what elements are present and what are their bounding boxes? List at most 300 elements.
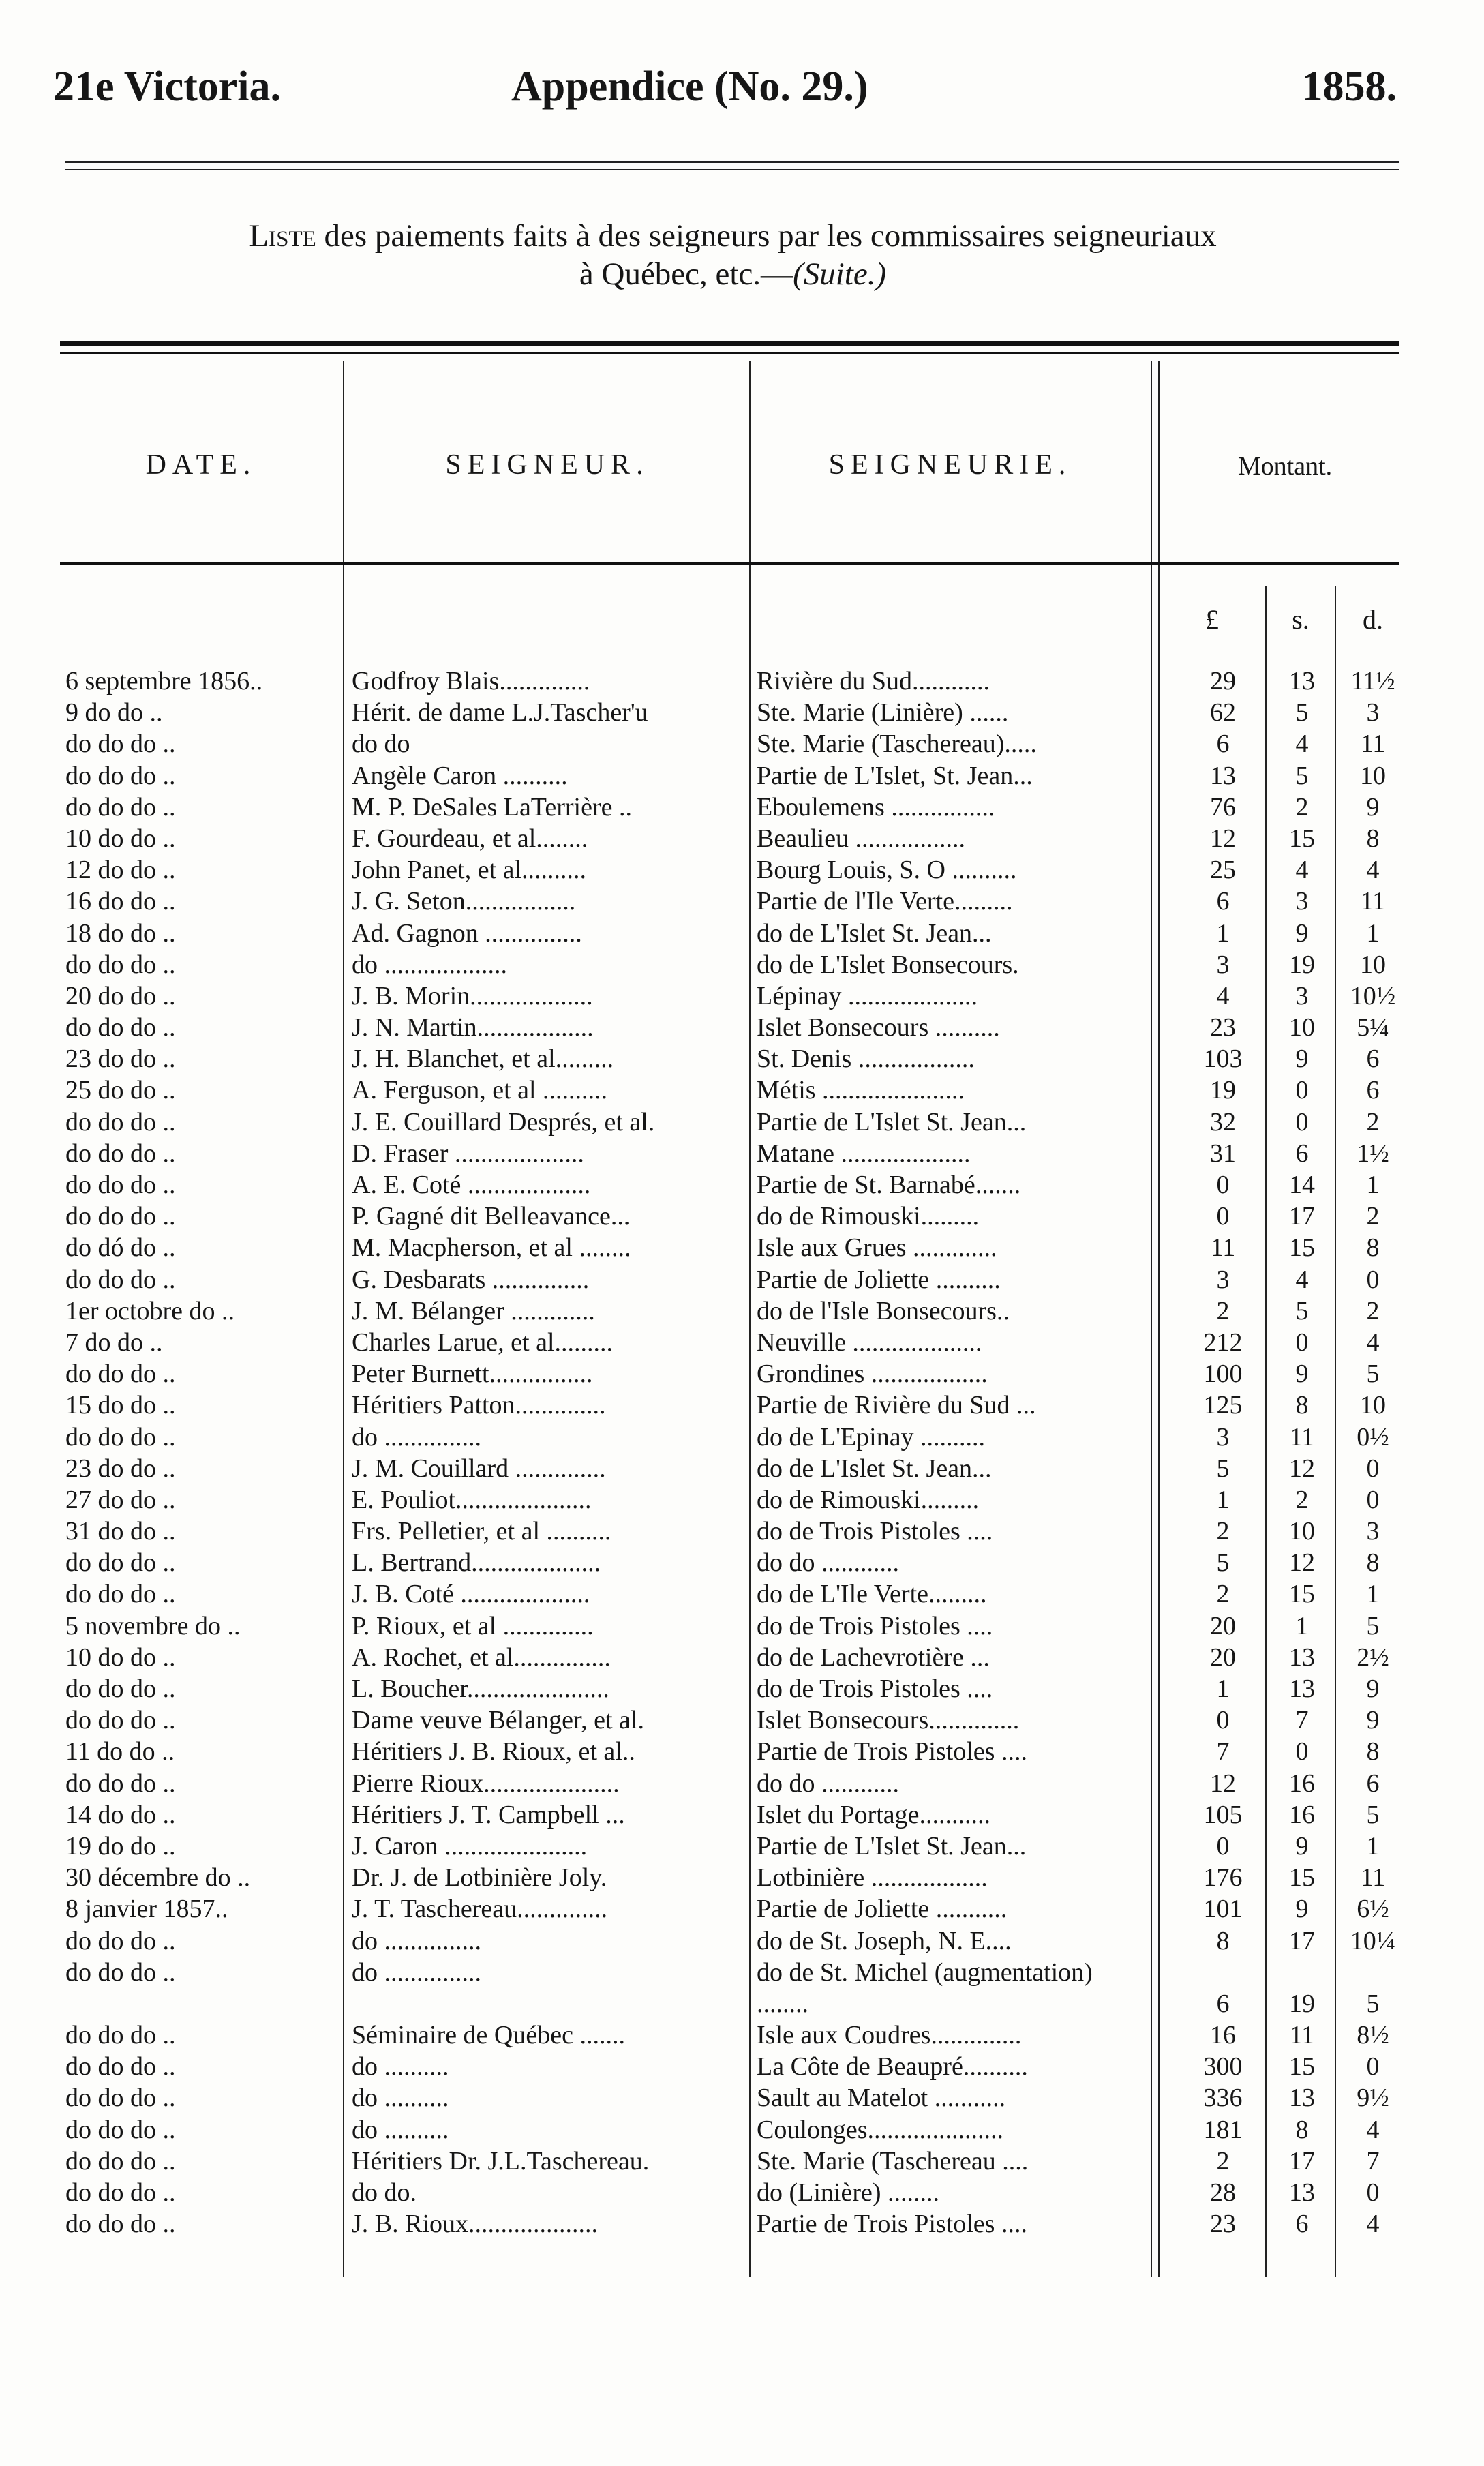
- cell-shillings: 9: [1295, 1044, 1309, 1074]
- cell-shillings: 9: [1295, 1359, 1309, 1389]
- table-row: [0, 792, 1484, 823]
- cell-seigneur: Dr. J. de Lotbinière Joly.: [352, 1863, 607, 1893]
- cell-pence: 10: [1360, 1391, 1386, 1420]
- cell-shillings: 9: [1295, 918, 1309, 948]
- table-row: [0, 728, 1484, 760]
- cell-date: 5 novembre do ..: [65, 1611, 241, 1640]
- cell-date: 1er octobre do ..: [65, 1296, 234, 1325]
- cell-pence: 5: [1366, 1800, 1380, 1829]
- cell-seigneurie: do de L'Islet St. Jean...: [757, 1454, 992, 1483]
- cell-seigneur: A. E. Coté ...................: [352, 1171, 591, 1199]
- cell-date: do do do ..: [65, 1139, 176, 1168]
- cell-pence: 0: [1366, 1265, 1380, 1294]
- table-row: [0, 1389, 1484, 1421]
- cell-pounds: 6: [1216, 1989, 1230, 2018]
- cell-pence: 5¼: [1357, 1013, 1389, 1042]
- cell-pence: 8½: [1357, 2021, 1389, 2050]
- cell-pounds: 176: [1203, 1863, 1243, 1893]
- cell-date: 9 do do ..: [65, 698, 163, 727]
- cell-seigneur: J. B. Morin...................: [352, 981, 593, 1010]
- table-row: [0, 1264, 1484, 1295]
- cell-pence: 1: [1366, 1831, 1380, 1861]
- cell-pounds: 62: [1210, 698, 1236, 727]
- cell-seigneur: do ..........: [352, 2115, 449, 2144]
- table-row: [0, 1673, 1484, 1704]
- cell-pounds: 0: [1216, 1171, 1230, 1199]
- cell-pence: 8: [1366, 1737, 1380, 1766]
- cell-shillings: 15: [1289, 1863, 1315, 1893]
- cell-seigneur: John Panet, et al..........: [352, 856, 587, 885]
- cell-date: do do do ..: [65, 1674, 176, 1703]
- cell-date: 10 do do ..: [65, 1642, 176, 1672]
- cell-pounds: 23: [1210, 2210, 1236, 2239]
- cell-shillings: 4: [1295, 856, 1309, 885]
- cell-date: 12 do do ..: [65, 856, 176, 885]
- cell-pence: 11: [1360, 887, 1386, 916]
- cell-seigneurie: Partie de L'Islet St. Jean...: [757, 1831, 1027, 1861]
- cell-date: do do do ..: [65, 1422, 176, 1452]
- cell-date: do dó do ..: [65, 1233, 176, 1263]
- cell-seigneurie: do de Trois Pistoles ....: [757, 1674, 993, 1703]
- cell-shillings: 12: [1289, 1548, 1315, 1578]
- cell-pence: 3: [1366, 698, 1380, 727]
- cell-pounds: 20: [1210, 1642, 1236, 1672]
- header-left: 21e Victoria.: [53, 63, 282, 110]
- cell-pence: 6½: [1357, 1895, 1389, 1924]
- cell-seigneurie: St. Denis ..................: [757, 1044, 975, 1074]
- table-row: [0, 1610, 1484, 1642]
- cell-shillings: 16: [1289, 1800, 1315, 1829]
- cell-seigneurie: Matane ....................: [757, 1139, 971, 1168]
- cell-seigneurie: Partie de Joliette ..........: [757, 1265, 1001, 1294]
- cell-seigneurie: do (Linière) ........: [757, 2178, 940, 2208]
- unit-pence: d.: [1363, 604, 1383, 635]
- cell-date: do do do ..: [65, 2178, 176, 2208]
- cell-seigneurie: Partie de L'Islet, St. Jean...: [757, 761, 1033, 790]
- cell-seigneurie: Grondines ..................: [757, 1359, 988, 1389]
- table-row: [0, 1862, 1484, 1893]
- cell-seigneur: Pierre Rioux.....................: [352, 1769, 620, 1798]
- cell-shillings: 13: [1289, 2178, 1315, 2208]
- cell-date: 11 do do ..: [65, 1737, 175, 1766]
- cell-seigneurie: Ste. Marie (Taschereau).....: [757, 730, 1037, 759]
- cell-pounds: 28: [1210, 2178, 1236, 2208]
- header-right: 1858.: [1301, 63, 1397, 110]
- cell-shillings: 8: [1295, 1391, 1309, 1420]
- cell-seigneur: Frs. Pelletier, et al ..........: [352, 1517, 611, 1546]
- table-row: [0, 1074, 1484, 1106]
- cell-seigneur: Héritiers Dr. J.L.Taschereau.: [352, 2146, 650, 2176]
- cell-pence: 4: [1366, 2115, 1380, 2144]
- table-top-rule: [60, 341, 1399, 346]
- table-row: [0, 665, 1484, 697]
- cell-pence: 10½: [1350, 981, 1396, 1010]
- cell-pence: 1: [1366, 1171, 1380, 1199]
- cell-pounds: 76: [1210, 792, 1236, 822]
- table-row: [0, 1642, 1484, 1673]
- table-row: [0, 1516, 1484, 1547]
- table-row: [0, 1422, 1484, 1453]
- column-header-montant: Montant.: [1237, 452, 1333, 481]
- cell-seigneur: Héritiers J. B. Rioux, et al..: [352, 1737, 635, 1766]
- table-row: [0, 918, 1484, 949]
- cell-shillings: 0: [1295, 1107, 1309, 1137]
- cell-pounds: 5: [1216, 1454, 1230, 1483]
- cell-shillings: 15: [1289, 824, 1315, 853]
- table-row: [0, 1327, 1484, 1358]
- table-row: [0, 886, 1484, 917]
- table-row: [0, 2082, 1484, 2114]
- column-header-seigneur: SEIGNEUR.: [445, 449, 650, 481]
- cell-date: do do do ..: [65, 2021, 176, 2050]
- table-row: [0, 1012, 1484, 1043]
- cell-seigneur: Dame veuve Bélanger, et al.: [352, 1706, 644, 1735]
- cell-date: do do do ..: [65, 1706, 176, 1735]
- cell-seigneurie: Rivière du Sud............: [757, 667, 990, 695]
- cell-pounds: 6: [1216, 730, 1230, 759]
- cell-seigneurie: Ste. Marie (Linière) ......: [757, 698, 1009, 727]
- cell-pounds: 20: [1210, 1611, 1236, 1640]
- cell-pence: 5: [1366, 1359, 1380, 1389]
- cell-shillings: 7: [1295, 1706, 1309, 1735]
- cell-seigneurie: do de l'Isle Bonsecours..: [757, 1296, 1010, 1325]
- cell-pence: 1: [1366, 1580, 1380, 1609]
- table-row: [0, 1295, 1484, 1327]
- cell-date: 20 do do ..: [65, 981, 176, 1010]
- cell-shillings: 17: [1289, 1202, 1315, 1231]
- cell-pence: 4: [1366, 2210, 1380, 2239]
- cell-date: do do do ..: [65, 1202, 176, 1231]
- table-row: [0, 1138, 1484, 1169]
- header-rule-2: [65, 169, 1399, 170]
- cell-seigneur: Séminaire de Québec .......: [352, 2021, 625, 2050]
- cell-pence: 9½: [1357, 2084, 1389, 2113]
- table-row: [0, 823, 1484, 854]
- cell-date: 25 do do ..: [65, 1076, 176, 1105]
- cell-pounds: 0: [1216, 1831, 1230, 1861]
- cell-pence: 10: [1360, 950, 1386, 979]
- cell-pounds: 0: [1216, 1202, 1230, 1231]
- cell-pence: 5: [1366, 1989, 1380, 2018]
- cell-pounds: 29: [1210, 667, 1236, 695]
- cell-date: do do do ..: [65, 2115, 176, 2144]
- cell-date: do do do ..: [65, 1265, 176, 1294]
- header-center: Appendice (No. 29.): [511, 63, 868, 110]
- cell-pounds: 3: [1216, 950, 1230, 979]
- cell-pence: 8: [1366, 1233, 1380, 1263]
- cell-pence: 0: [1366, 1454, 1380, 1483]
- table-row: [0, 1201, 1484, 1232]
- cell-seigneur: L. Boucher......................: [352, 1674, 609, 1703]
- cell-seigneurie: Coulonges.....................: [757, 2115, 1004, 2144]
- table-row: [0, 949, 1484, 980]
- table-row: [0, 760, 1484, 792]
- cell-seigneurie: do de Rimouski.........: [757, 1485, 980, 1514]
- table-row: [0, 980, 1484, 1012]
- cell-seigneur: do ...............: [352, 1957, 481, 1987]
- cell-pence: 9: [1366, 1706, 1380, 1735]
- cell-pounds: 32: [1210, 1107, 1236, 1137]
- cell-pence: 9: [1366, 792, 1380, 822]
- cell-pence: 4: [1366, 856, 1380, 885]
- cell-shillings: 15: [1289, 1233, 1315, 1263]
- table-row: [0, 2019, 1484, 2051]
- cell-seigneurie: Ste. Marie (Taschereau ....: [757, 2146, 1029, 2176]
- table-row: [0, 1232, 1484, 1263]
- cell-shillings: 1: [1295, 1611, 1309, 1640]
- cell-seigneur: E. Pouliot.....................: [352, 1485, 592, 1514]
- cell-seigneurie: Isle aux Coudres..............: [757, 2021, 1022, 2050]
- table-row: [0, 1358, 1484, 1389]
- cell-pence: 11: [1360, 730, 1386, 759]
- cell-shillings: 17: [1289, 1926, 1315, 1955]
- table-row: [0, 1736, 1484, 1767]
- cell-shillings: 13: [1289, 667, 1315, 695]
- cell-seigneur: J. H. Blanchet, et al.........: [352, 1044, 614, 1074]
- cell-seigneur: do do: [352, 730, 410, 759]
- cell-date: do do do ..: [65, 730, 176, 759]
- cell-shillings: 0: [1295, 1327, 1309, 1357]
- table-row: [0, 2146, 1484, 2177]
- cell-shillings: 15: [1289, 2052, 1315, 2081]
- cell-pounds: 31: [1210, 1139, 1236, 1168]
- cell-pounds: 125: [1203, 1391, 1243, 1420]
- cell-date: 6 septembre 1856..: [65, 667, 263, 695]
- cell-pence: 5: [1366, 1611, 1380, 1640]
- cell-seigneur: Ad. Gagnon ...............: [352, 918, 582, 948]
- cell-seigneurie: Sault au Matelot ...........: [757, 2084, 1006, 2113]
- cell-pounds: 300: [1203, 2052, 1243, 2081]
- table-row: [0, 1547, 1484, 1578]
- cell-shillings: 2: [1295, 1485, 1309, 1514]
- table-row: [0, 854, 1484, 886]
- cell-pence: 2: [1366, 1107, 1380, 1137]
- table-row: [0, 1043, 1484, 1074]
- cell-pounds: 23: [1210, 1013, 1236, 1042]
- cell-seigneurie: do de Rimouski.........: [757, 1202, 980, 1231]
- cell-shillings: 14: [1289, 1171, 1315, 1199]
- cell-seigneur: J. E. Couillard Després, et al.: [352, 1107, 655, 1137]
- table-row: [0, 2177, 1484, 2208]
- cell-seigneur: M. P. DeSales LaTerrière ..: [352, 792, 632, 822]
- table-row: [0, 1799, 1484, 1831]
- cell-pence: 6: [1366, 1044, 1380, 1074]
- cell-seigneurie: do de L'Islet Bonsecours.: [757, 950, 1019, 979]
- cell-date: do do do ..: [65, 2146, 176, 2176]
- cell-date: 19 do do ..: [65, 1831, 176, 1861]
- table-row: [0, 1957, 1484, 2019]
- page-title: [55, 217, 1411, 293]
- cell-seigneurie: Eboulemens ................: [757, 792, 995, 822]
- cell-date: 23 do do ..: [65, 1454, 176, 1483]
- cell-shillings: 17: [1289, 2146, 1315, 2176]
- cell-seigneur: F. Gourdeau, et al........: [352, 824, 588, 853]
- cell-date: 27 do do ..: [65, 1485, 176, 1514]
- cell-seigneurie: Islet du Portage...........: [757, 1800, 991, 1829]
- cell-seigneurie: Partie de St. Barnabé.......: [757, 1171, 1021, 1199]
- cell-pence: 9: [1366, 1674, 1380, 1703]
- table-row: [0, 1578, 1484, 1610]
- cell-seigneur: Charles Larue, et al.........: [352, 1327, 614, 1357]
- cell-pounds: 12: [1210, 1769, 1236, 1798]
- cell-pounds: 336: [1203, 2084, 1243, 2113]
- cell-seigneurie: do de Lachevrotière ...: [757, 1642, 990, 1672]
- title-body: des paiements faits à des seigneurs par les commissaires seigneuriaux: [324, 218, 1217, 254]
- cell-pence: 2½: [1357, 1642, 1389, 1672]
- cell-pence: 6: [1366, 1769, 1380, 1798]
- cell-seigneur: J. B. Rioux....................: [352, 2210, 599, 2239]
- cell-seigneur: J. M. Bélanger .............: [352, 1296, 595, 1325]
- cell-pence: 4: [1366, 1327, 1380, 1357]
- table-row: [0, 697, 1484, 728]
- cell-seigneurie: Partie de Rivière du Sud ...: [757, 1391, 1036, 1420]
- cell-seigneur: Héritiers Patton..............: [352, 1391, 606, 1420]
- cell-seigneur: L. Bertrand....................: [352, 1548, 601, 1578]
- cell-seigneur: D. Fraser ....................: [352, 1139, 584, 1168]
- cell-shillings: 13: [1289, 1674, 1315, 1703]
- cell-date: do do do ..: [65, 2052, 176, 2081]
- cell-pounds: 13: [1210, 761, 1236, 790]
- cell-pence: 3: [1366, 1517, 1380, 1546]
- cell-pence: 2: [1366, 1202, 1380, 1231]
- cell-shillings: 11: [1289, 2021, 1315, 2050]
- cell-seigneurie: do de L'Ile Verte.........: [757, 1580, 987, 1609]
- table-top-rule-2: [60, 352, 1399, 354]
- cell-date: do do do ..: [65, 1957, 176, 1987]
- payments-table: [0, 665, 1484, 2240]
- cell-date: 14 do do ..: [65, 1800, 176, 1829]
- cell-pounds: 101: [1203, 1895, 1243, 1924]
- cell-pounds: 19: [1210, 1076, 1236, 1105]
- cell-seigneur: Godfroy Blais..............: [352, 667, 590, 695]
- table-row: [0, 1484, 1484, 1516]
- cell-pence: 6: [1366, 1076, 1380, 1105]
- cell-pounds: 103: [1203, 1044, 1243, 1074]
- unit-shillings: s.: [1292, 604, 1309, 635]
- cell-shillings: 5: [1295, 1296, 1309, 1325]
- cell-pence: 0½: [1357, 1422, 1389, 1452]
- cell-seigneurie: Partie de l'Ile Verte.........: [757, 887, 1013, 916]
- cell-shillings: 13: [1289, 1642, 1315, 1672]
- cell-shillings: 8: [1295, 2115, 1309, 2144]
- cell-pounds: 181: [1203, 2115, 1243, 2144]
- cell-date: do do do ..: [65, 950, 176, 979]
- cell-seigneurie: Isle aux Grues .............: [757, 1233, 997, 1263]
- cell-pounds: 2: [1216, 1296, 1230, 1325]
- cell-seigneurie: Islet Bonsecours..............: [757, 1706, 1020, 1735]
- cell-pounds: 3: [1216, 1422, 1230, 1452]
- cell-seigneur: do ...............: [352, 1926, 481, 1955]
- cell-seigneur: J. B. Coté ....................: [352, 1580, 590, 1609]
- cell-date: 7 do do ..: [65, 1327, 163, 1357]
- table-row: [0, 1107, 1484, 1138]
- cell-date: 23 do do ..: [65, 1044, 176, 1074]
- cell-pence: 0: [1366, 2178, 1380, 2208]
- cell-shillings: 2: [1295, 792, 1309, 822]
- cell-shillings: 19: [1289, 950, 1315, 979]
- cell-date: 18 do do ..: [65, 918, 176, 948]
- cell-seigneurie: do de L'Islet St. Jean...: [757, 918, 992, 948]
- cell-pounds: 1: [1216, 1674, 1230, 1703]
- cell-shillings: 11: [1289, 1422, 1315, 1452]
- cell-shillings: 16: [1289, 1769, 1315, 1798]
- cell-seigneurie: Métis ......................: [757, 1076, 965, 1105]
- cell-pounds: 12: [1210, 824, 1236, 853]
- table-row: [0, 1893, 1484, 1925]
- cell-seigneurie: do de St. Michel (augmentation) ........: [757, 1957, 1093, 2018]
- cell-seigneur: do ...............: [352, 1422, 481, 1452]
- cell-seigneurie: do de Trois Pistoles ....: [757, 1517, 993, 1546]
- cell-seigneur: A. Ferguson, et al ..........: [352, 1076, 608, 1105]
- cell-seigneur: J. M. Couillard ..............: [352, 1454, 606, 1483]
- cell-pence: 10: [1360, 761, 1386, 790]
- cell-seigneurie: Partie de L'Islet St. Jean...: [757, 1107, 1027, 1137]
- cell-pounds: 7: [1216, 1737, 1230, 1766]
- cell-date: do do do ..: [65, 1013, 176, 1042]
- cell-seigneur: Hérit. de dame L.J.Tascher'u: [352, 698, 648, 727]
- cell-date: 16 do do ..: [65, 887, 176, 916]
- cell-seigneur: P. Gagné dit Belleavance...: [352, 1202, 631, 1231]
- cell-pence: 11: [1360, 1863, 1386, 1893]
- cell-seigneur: do ..........: [352, 2084, 449, 2113]
- cell-pounds: 212: [1203, 1327, 1243, 1357]
- cell-pence: 10¼: [1350, 1926, 1396, 1955]
- title-suite: (Suite.): [793, 256, 887, 292]
- cell-seigneur: M. Macpherson, et al ........: [352, 1233, 631, 1263]
- cell-pounds: 3: [1216, 1265, 1230, 1294]
- title-line2: à Québec, etc.—: [579, 256, 793, 292]
- cell-seigneurie: do de St. Joseph, N. E....: [757, 1926, 1012, 1955]
- cell-shillings: 12: [1289, 1454, 1315, 1483]
- cell-seigneur: do do.: [352, 2178, 417, 2208]
- cell-pence: 1: [1366, 918, 1380, 948]
- cell-shillings: 3: [1295, 981, 1309, 1010]
- cell-date: do do do ..: [65, 1548, 176, 1578]
- cell-seigneurie: Lotbinière ..................: [757, 1863, 988, 1893]
- cell-seigneur: Angèle Caron ..........: [352, 761, 568, 790]
- cell-seigneurie: Partie de Trois Pistoles ....: [757, 1737, 1027, 1766]
- cell-seigneurie: Beaulieu .................: [757, 824, 966, 853]
- cell-pounds: 25: [1210, 856, 1236, 885]
- cell-date: do do do ..: [65, 1926, 176, 1955]
- cell-seigneurie: Islet Bonsecours ..........: [757, 1013, 1000, 1042]
- cell-pounds: 0: [1216, 1706, 1230, 1735]
- column-header-seigneurie: SEIGNEURIE.: [828, 449, 1072, 481]
- cell-pence: 11½: [1350, 667, 1395, 695]
- cell-shillings: 13: [1289, 2084, 1315, 2113]
- cell-shillings: 9: [1295, 1831, 1309, 1861]
- cell-seigneur: do ..........: [352, 2052, 449, 2081]
- table-row: [0, 1453, 1484, 1484]
- cell-date: do do do ..: [65, 1769, 176, 1798]
- header-bottom-rule: [60, 562, 1399, 565]
- cell-pounds: 2: [1216, 1517, 1230, 1546]
- table-row: [0, 2051, 1484, 2082]
- cell-seigneurie: Bourg Louis, S. O ..........: [757, 856, 1017, 885]
- cell-seigneur: G. Desbarats ...............: [352, 1265, 590, 1294]
- cell-shillings: 19: [1289, 1989, 1315, 2018]
- cell-date: do do do ..: [65, 761, 176, 790]
- cell-seigneurie: do de L'Epinay ..........: [757, 1422, 986, 1452]
- cell-pence: 7: [1366, 2146, 1380, 2176]
- header-rule: [65, 161, 1399, 163]
- cell-pounds: 16: [1210, 2021, 1236, 2050]
- cell-seigneurie: Partie de Trois Pistoles ....: [757, 2210, 1027, 2239]
- cell-pence: 8: [1366, 824, 1380, 853]
- table-row: [0, 1831, 1484, 1862]
- cell-pounds: 8: [1216, 1926, 1230, 1955]
- cell-shillings: 0: [1295, 1737, 1309, 1766]
